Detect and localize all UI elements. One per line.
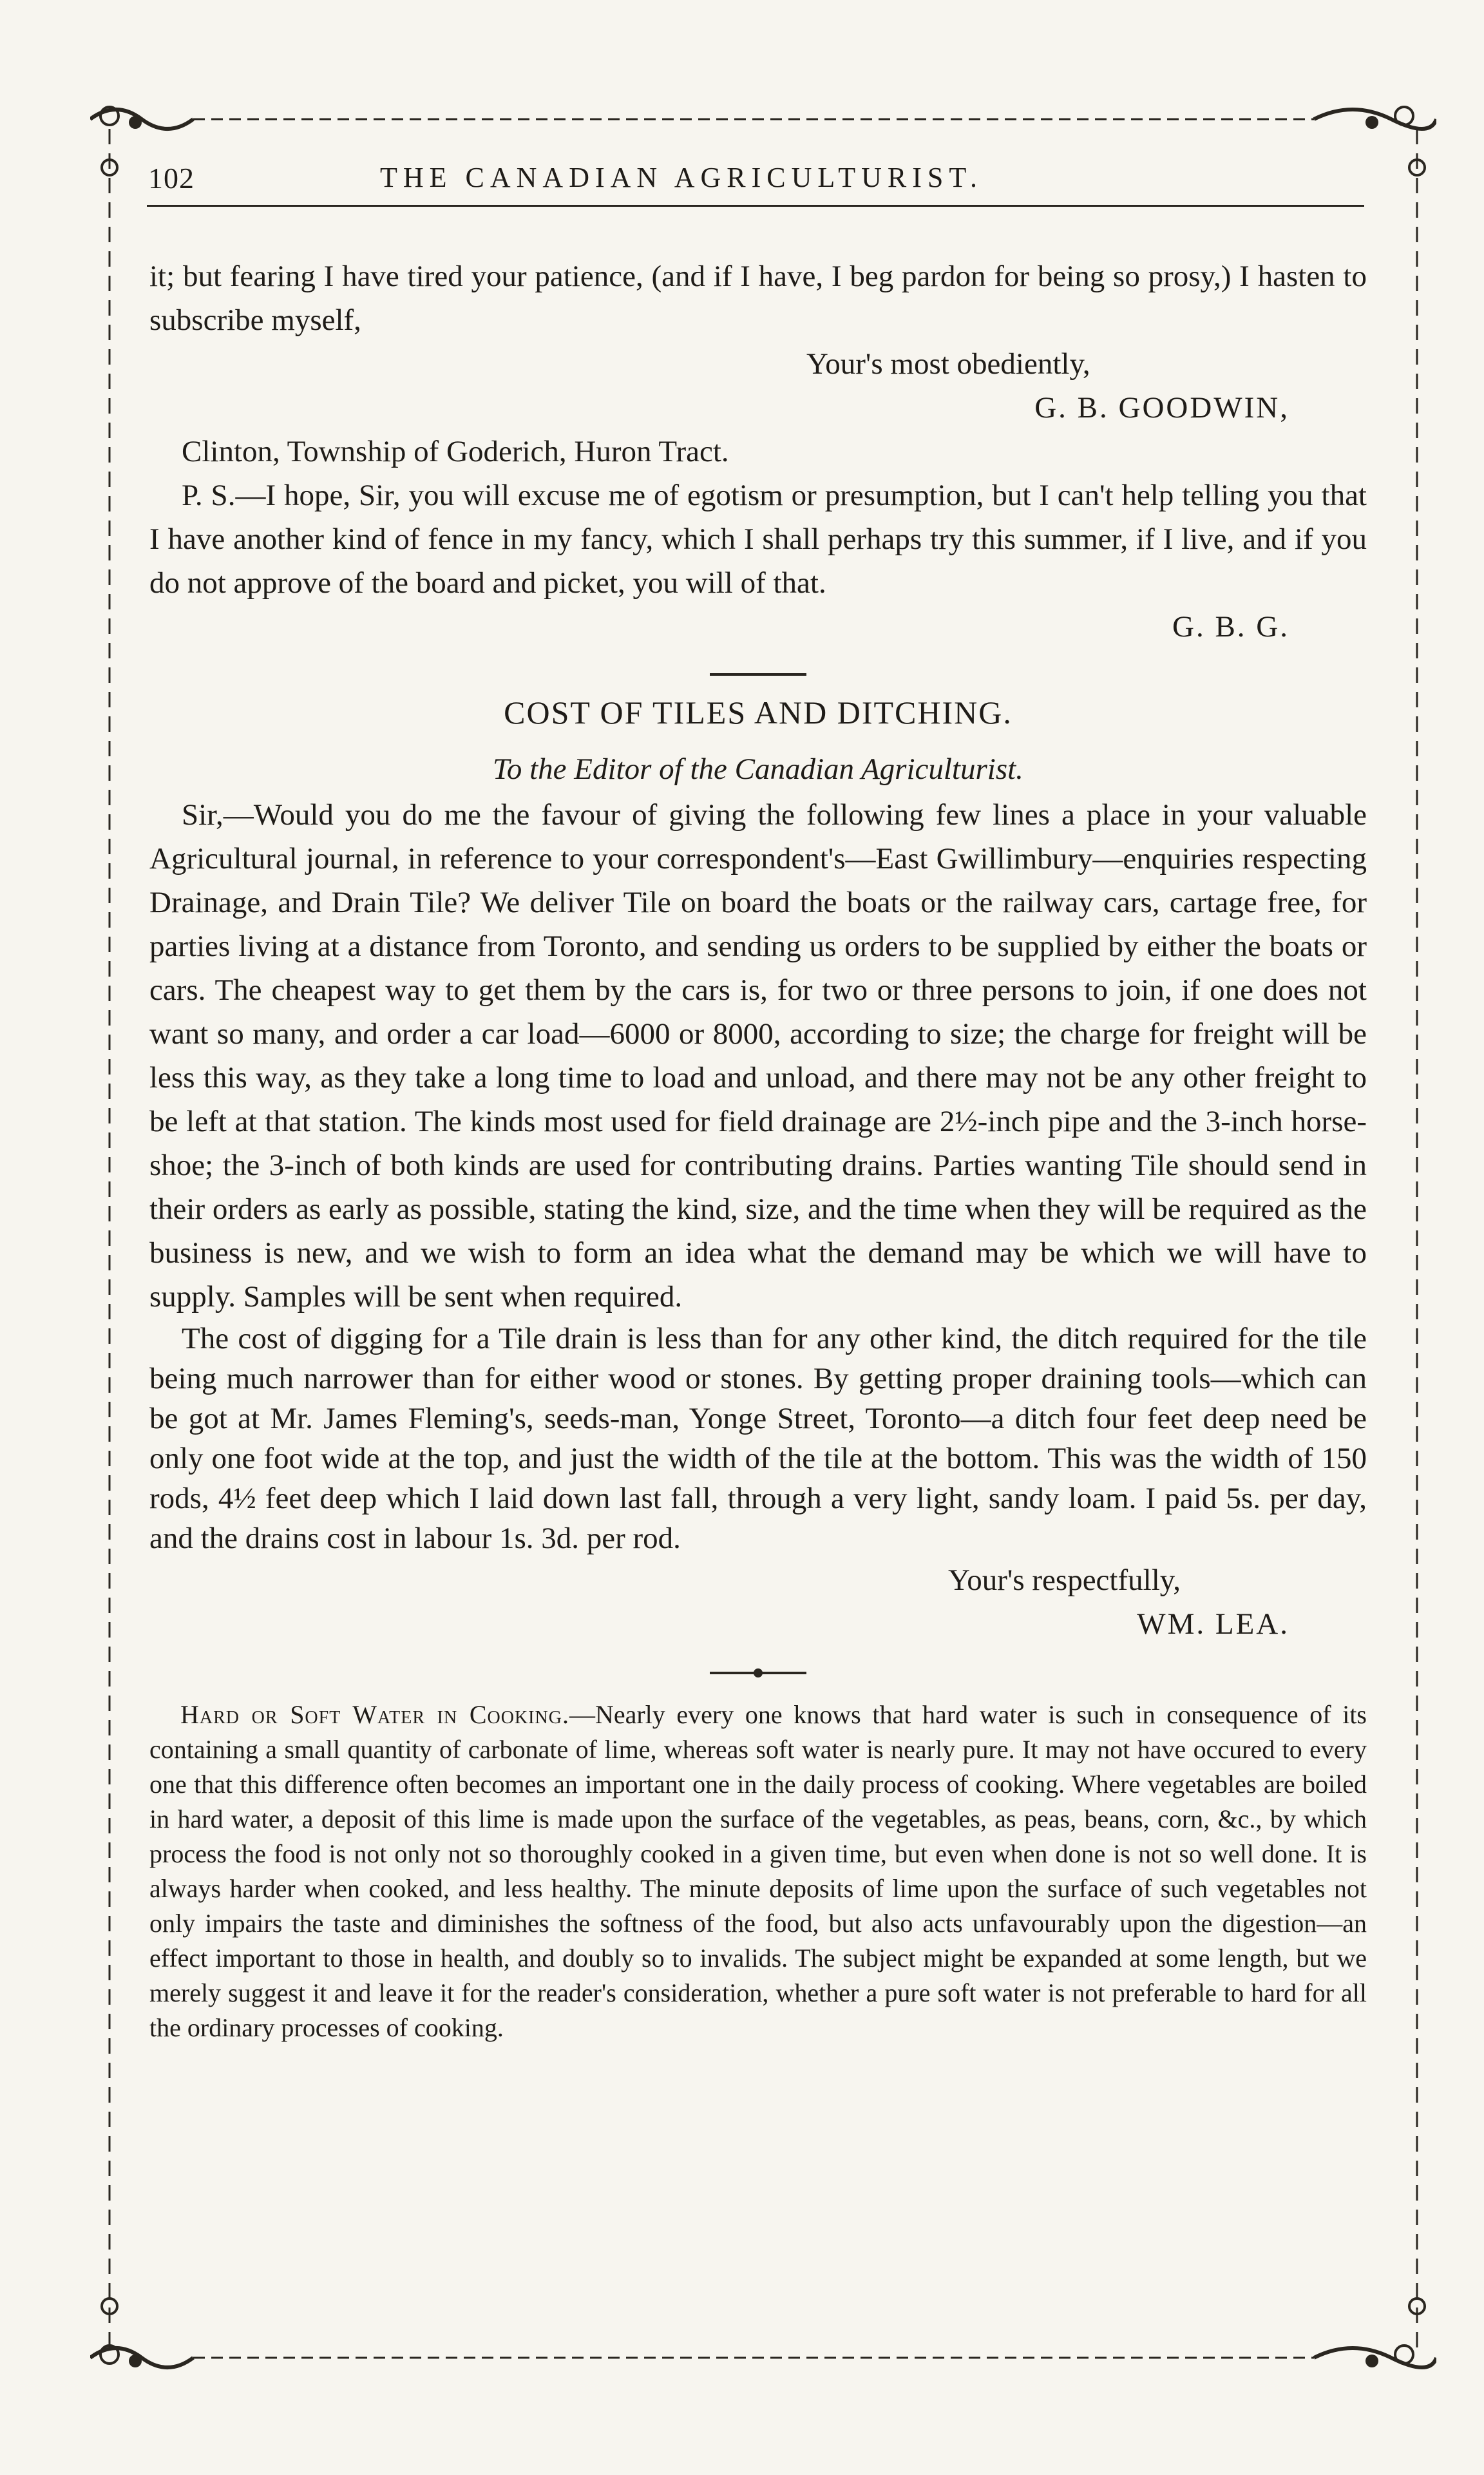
letter-signature: G. B. GOODWIN, xyxy=(1034,391,1289,425)
ornamental-border-left xyxy=(90,129,129,2351)
letter-continuation: it; but fearing I have tired your patience, (and if I have, I beg pardon for being so prosy,) I hasten to subscribe myself, xyxy=(149,260,1367,337)
header-divider xyxy=(147,205,1364,207)
note-paragraph xyxy=(149,1697,1367,2045)
note-divider xyxy=(710,1672,806,1674)
section-divider xyxy=(710,673,806,676)
page-number: 102 xyxy=(148,162,195,195)
ornamental-border-top xyxy=(90,97,1436,142)
article-paragraph-2: The cost of digging for a Tile drain is less than for any other kind, the ditch required for the tile being much narrower than for either wood or stones. By getting proper draining tools—which can be got at Mr. James Fleming's, seeds-man, Yonge Street, Toronto—a ditch four feet deep need be only one foot wide at the top, and just the width of the tile at the bottom. This was the width of 150 rods, 4½ feet deep which I laid down last fall, through a very light, sandy loam. I paid 5s. per day, and the drains cost in labour 1s. 3d. per rod. xyxy=(149,1322,1367,1555)
article-title: COST OF TILES AND DITCHING. xyxy=(504,694,1013,731)
article-dateline: To the Editor of the Canadian Agriculturist. xyxy=(493,752,1023,786)
letter-closing: Your's most obediently, xyxy=(806,347,1090,381)
article-signature: WM. LEA. xyxy=(1137,1607,1289,1641)
note-lead: Hard or Soft Water in Cooking. xyxy=(180,1700,569,1729)
page-header xyxy=(148,161,1365,206)
page-body xyxy=(149,254,1367,2045)
ornamental-border-right xyxy=(1398,129,1436,2351)
article-paragraph-1: Sir,—Would you do me the favour of giving the following few lines a place in your valuable Agricultural journal, in reference to your correspondent's—East Gwillimbury—enquiries respecting Drainage, and Drain Tile? We deliver Tile on board the boats or the railway cars, cartage free, for parties living at a distance from Toronto, and sending us orders to be supplied by either the boats or cars. The cheapest way to get them by the cars is, for two or three persons to join, if one does not want so many, and order a car load—6000 or 8000, according to size; the charge for freight will be less this way, as they take a long time to load and unload, and there may not be any other freight to be left at that station. The kinds most used for field drainage are 2½-inch pipe and the 3-inch horse-shoe; the 3-inch of both kinds are used for contributing drains. Parties wanting Tile should send in their orders as early as possible, stating the kind, size, and the time when they will be required as the business is new, and we wish to form an idea what the demand may be which we will have to supply. Samples will be sent when required. xyxy=(149,798,1367,1314)
letter-place: Clinton, Township of Goderich, Huron Tract. xyxy=(182,435,729,468)
ornamental-border-bottom xyxy=(90,2335,1436,2380)
note-body: —Nearly every one knows that hard water is such in consequence of its containing a small quantity of carbonate of lime, whereas soft water is nearly pure. It may not have occured to every one that this difference often becomes an important one in the daily process of cooking. Where vegetables are boiled in hard water, a deposit of this lime is made upon the surface of the vegetables, as peas, beans, corn, &c., by which process the food is not only not so thoroughly cooked in a given time, but even when done is not so well done. It is always harder when cooked, and less healthy. The minute deposits of lime upon the surface of such vegetables not only impairs the taste and diminishes the softness of the food, but also acts unfavourably upon the digestion—an effect important to those in health, and doubly so to invalids. The subject might be expanded at some length, but we merely suggest it and leave it for the reader's consideration, whether a pure soft water is not preferable to hard for all the ordinary processes of cooking. xyxy=(149,1700,1367,2042)
article-closing: Your's respectfully, xyxy=(948,1563,1181,1597)
letter-postscript: P. S.—I hope, Sir, you will excuse me of egotism or presumption, but I can't help telling you that I have another kind of fence in my fancy, which I shall perhaps try this summer, if I live, and if you do not approve of the board and picket, you will of that. xyxy=(149,479,1367,600)
running-title: THE CANADIAN AGRICULTURIST. xyxy=(380,162,983,193)
letter-initials: G. B. G. xyxy=(1172,610,1289,644)
